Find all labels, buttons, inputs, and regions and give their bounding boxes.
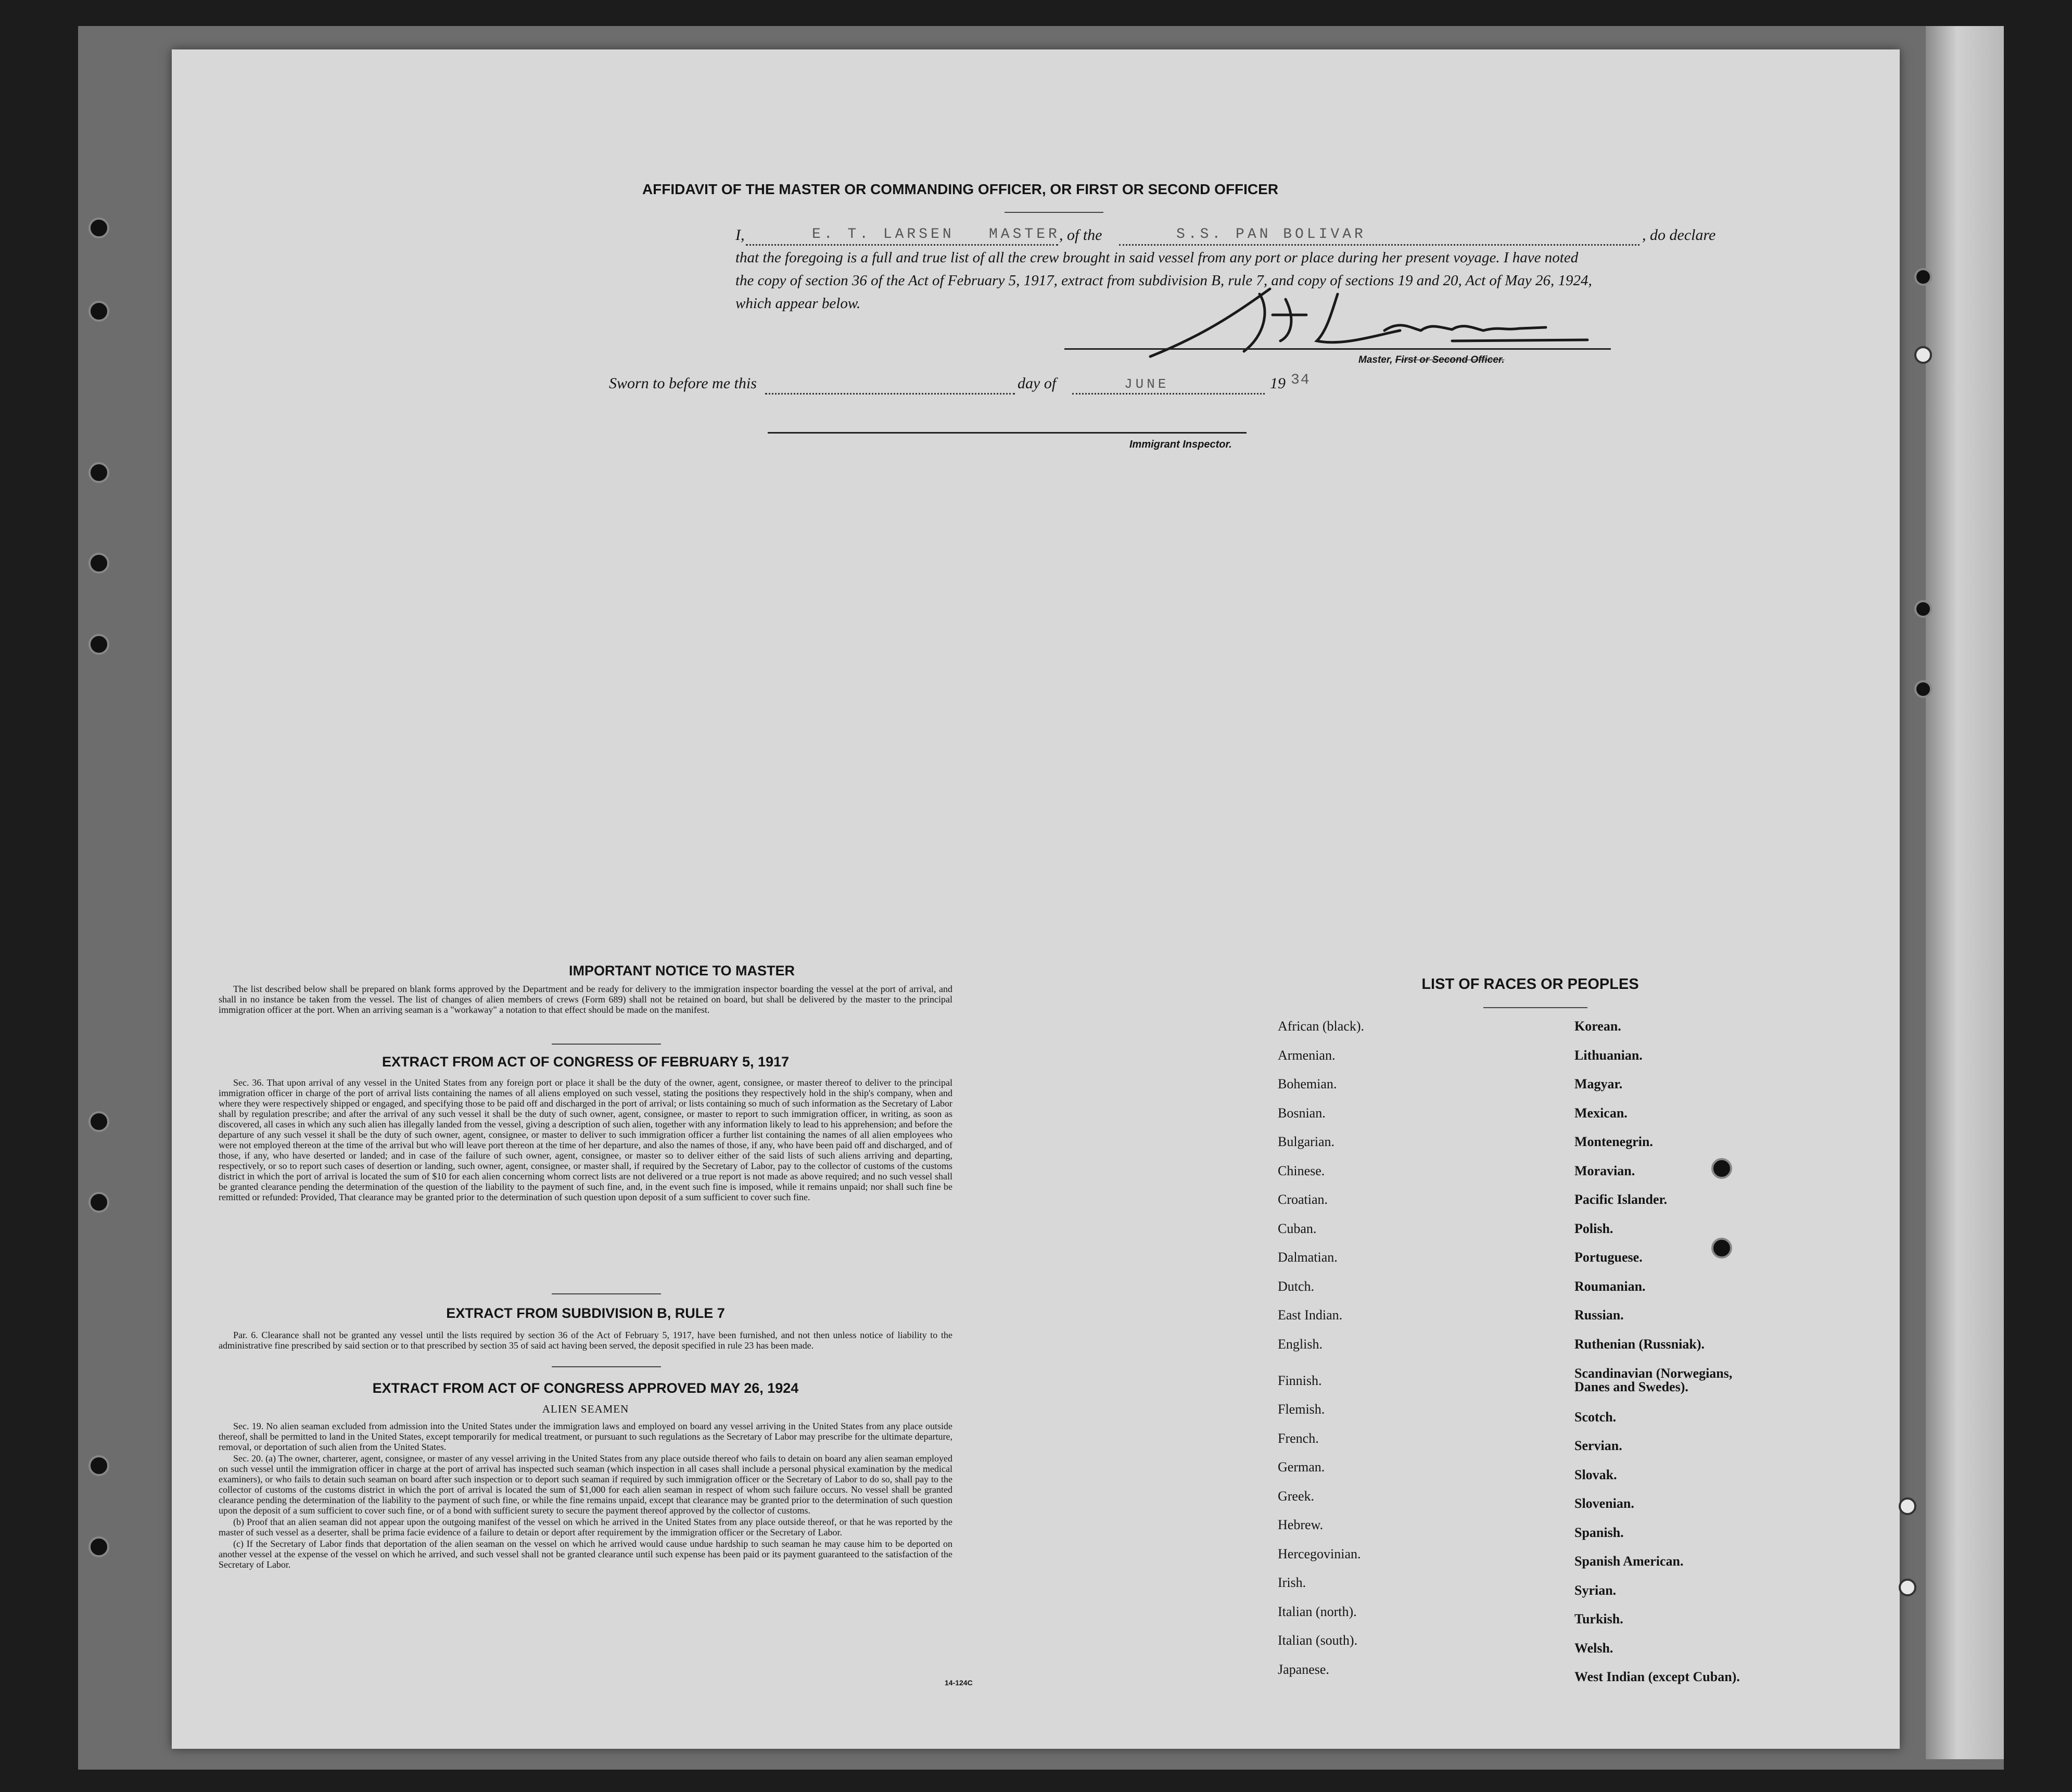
extract-1924-title: EXTRACT FROM ACT OF CONGRESS APPROVED MAY 26, 1924 <box>372 1380 799 1396</box>
binder-hole <box>88 634 109 655</box>
sec-36-text: That upon arrival of any vessel in the United States from any foreign port or place it shall be the duty of the owner, agent, consignee, or master thereof to deliver to the principal immigration officer in charge of the port of arrival lists containing the names of all aliens employed on such vessel, stating the positions they respectively hold in the ship's company, when and where they were respectively shipped or engaged, and specifying those to be paid off and discharged in the port of arrival; or lists containing so much of such information as the Secretary of Labor shall by regulation prescribe; and after the arrival of any such vessel it shall be the duty of such owner, agent, consignee, or master to report to such immigration officer, in writing, as soon as discovered, all cases in which any such alien has illegally landed from the vessel, giving a description of such alien, together with any information likely to lead to his apprehension; and before the departure of any such vessel it shall be the duty of such owner, agent, consignee, or master to deliver to such immigration officer a further list containing the names of all alien employees who were not employed thereon at the time of the arrival but who will leave port thereon at the time of her departure, and also the names of those, if any, who have been paid off and discharged, and of those, if any, who have deserted or landed; and in case of the failure of such owner, agent, consignee, or master so to deliver either of the said lists of such aliens arriving and departing, respectively, or so to report such cases of desertion or landing, such owner, agent, consignee, or master shall, if required by the Secretary of Labor, pay to the collector of customs of the customs district in which the port of arrival is located the sum of $10 for each alien concerning whom correct lists are not delivered or a true report is not made as above required; and no such vessel shall be granted clearance pending the determination of the question of the liability to the payment of such fine, and, in the event such fine is imposed, while it remains unpaid; nor shall such fine be remitted or refunded: Provided, That clearance may be granted prior to the determination of such question upon deposit of a sum sufficient to cover such fine. <box>219 1077 952 1202</box>
extract-1924-body <box>219 1421 952 1571</box>
race-item: Montenegrin. <box>1574 1134 1653 1149</box>
affidavit-line-1 <box>735 226 745 244</box>
race-item: Finnish. <box>1278 1372 1322 1388</box>
race-item: Japanese. <box>1278 1661 1329 1677</box>
race-item: Bulgarian. <box>1278 1134 1335 1149</box>
manifest-page <box>172 49 1900 1749</box>
race-item: German. <box>1278 1459 1325 1475</box>
race-item: African (black). <box>1278 1019 1365 1034</box>
race-item: Slovak. <box>1574 1467 1617 1482</box>
i-label: I, <box>735 226 745 244</box>
subdivision-title: EXTRACT FROM SUBDIVISION B, RULE 7 <box>446 1305 725 1321</box>
race-item: Polish. <box>1574 1221 1613 1236</box>
race-item: Portuguese. <box>1574 1250 1643 1265</box>
binder-edge <box>1926 26 2004 1759</box>
do-declare-label: , do declare <box>1642 226 1716 244</box>
of-the-label: , of the <box>1059 226 1102 244</box>
page-hole <box>1914 600 1932 618</box>
extract-1917-body <box>219 1077 952 1203</box>
page-hole <box>1899 1497 1916 1515</box>
race-item: Ruthenian (Russniak). <box>1574 1336 1705 1352</box>
race-item: Hebrew. <box>1278 1517 1324 1532</box>
race-item: Armenian. <box>1278 1047 1336 1063</box>
race-item: Syrian. <box>1574 1582 1617 1598</box>
page-hole <box>1914 680 1932 698</box>
sec-20a-text: Sec. 20. (a) The owner, charterer, agent, consignee, or master of any vessel arriving in the United States from any place outside thereof who fails to detain on board any alien seaman employed on such vessel until the immigration officer in charge at the port of arrival has inspected such seaman (which inspection in all cases shall include a personal physical examination by the medical examiners), or who fails to detain such seaman on board after such inspection or to deport such seaman if required by such immigration officer or the Secretary of Labor to do so, shall pay to the collector of customs of the customs district in which the port of arrival is located the sum of $1,000 for each alien seaman in respect of whom such failure occurs. No vessel shall be granted clearance pending the determination of the liability to the payment of such fine, or while the fine remains unpaid, except that clearance may be granted prior to the determination of such question upon the deposit of a sum sufficient to cover such fine, or of a bond with sufficient surety to secure the payment thereof approved by the collector of customs. <box>219 1453 952 1516</box>
master-name-field-line <box>746 244 1058 246</box>
notice-divider <box>552 1044 661 1045</box>
notice-body <box>219 984 952 1016</box>
races-title: LIST OF RACES OR PEOPLES <box>1421 976 1639 993</box>
sworn-month-field[interactable]: JUNE <box>1124 376 1170 392</box>
binder-hole <box>88 1111 109 1132</box>
subdivision-body <box>219 1330 952 1352</box>
form-number: 14-124C <box>945 1679 973 1687</box>
inspector-label: Immigrant Inspector. <box>1129 439 1232 450</box>
vessel-field-line <box>1119 244 1639 246</box>
page-hole <box>1899 1579 1916 1596</box>
sworn-day-line <box>765 393 1015 395</box>
binder-hole <box>88 1455 109 1476</box>
par-6-text: Clearance shall not be granted any vessel until the lists required by section 36 of the Act of February 5, 1917, have been furnished, and not then unless notice of liability to the administrative fine prescribed by said section or to that prescribed by section 35 of said act having been served, the deposit specified in rule 23 has been made. <box>219 1330 952 1351</box>
page-hole <box>1914 346 1932 364</box>
inspector-signature-line <box>768 432 1247 434</box>
race-item: Dutch. <box>1278 1278 1315 1294</box>
race-item: Greek. <box>1278 1488 1315 1504</box>
race-item: Dalmatian. <box>1278 1250 1338 1265</box>
day-of-label: day of <box>1018 375 1057 392</box>
race-item: Moravian. <box>1574 1163 1635 1178</box>
races-divider <box>1483 1007 1587 1008</box>
affidavit-line-4: which appear below. <box>735 295 861 312</box>
race-item: Pacific Islander. <box>1574 1192 1668 1207</box>
signature-line <box>1064 348 1611 350</box>
master-rank-field[interactable]: MASTER <box>989 226 1060 243</box>
race-item: Russian. <box>1574 1307 1624 1323</box>
race-item: Lithuanian. <box>1574 1047 1643 1063</box>
subdivision-divider <box>552 1366 661 1367</box>
race-item: Chinese. <box>1278 1163 1325 1178</box>
notice-title: IMPORTANT NOTICE TO MASTER <box>569 963 795 978</box>
signature-caption <box>1358 354 1505 366</box>
binder-hole <box>88 1192 109 1213</box>
race-item: Scotch. <box>1574 1409 1617 1425</box>
sec-36-paragraph <box>219 1077 952 1202</box>
race-item: Italian (north). <box>1278 1604 1357 1619</box>
par-6-label: Par. 6. <box>233 1330 258 1340</box>
race-item: English. <box>1278 1336 1323 1352</box>
race-item: Korean. <box>1574 1019 1621 1034</box>
title-divider <box>1005 212 1103 213</box>
race-item: Hercegovinian. <box>1278 1546 1361 1561</box>
affidavit-line-3: the copy of section 36 of the Act of February 5, 1917, extract from subdivision B, rule 7, and copy of sections 19 and 20, Act of May 26, 1924, <box>735 272 1592 289</box>
year-prefix: 19 <box>1270 375 1286 392</box>
race-item: Bohemian. <box>1278 1076 1337 1091</box>
sec-36-label: Sec. 36. <box>233 1077 264 1088</box>
extract-1917-divider <box>552 1293 661 1294</box>
struck-officer-label: First or Second Officer. <box>1395 354 1505 365</box>
year-suffix-field[interactable]: 34 <box>1291 372 1311 388</box>
race-item: East Indian. <box>1278 1307 1343 1323</box>
page-hole <box>1914 268 1932 286</box>
race-item: Italian (south). <box>1278 1633 1358 1648</box>
binder-hole <box>88 462 109 483</box>
binder-hole <box>88 553 109 574</box>
vessel-name-field[interactable]: S.S. PAN BOLIVAR <box>1176 226 1366 243</box>
race-item: West Indian (except Cuban). <box>1574 1669 1740 1684</box>
sworn-month-line <box>1072 393 1265 395</box>
binder-hole <box>88 1536 109 1557</box>
page-hole <box>1711 1238 1732 1259</box>
race-item: Cuban. <box>1278 1221 1317 1236</box>
master-label: Master, <box>1358 354 1393 365</box>
race-item: Welsh. <box>1574 1640 1613 1656</box>
race-item: Turkish. <box>1574 1611 1623 1626</box>
binder-hole <box>88 301 109 322</box>
race-item: Servian. <box>1574 1438 1622 1453</box>
par-6-paragraph <box>219 1330 952 1351</box>
race-item: Scandinavian (Norwegians, Danes and Swedes). <box>1574 1365 1733 1394</box>
sec-19-text: Sec. 19. No alien seaman excluded from admission into the United States under the immigration laws and employed on board any vessel arriving in the United States from any place outside thereof, shall be permitted to land in the United States, except temporarily for medical treatment, or pursuant to such regulations as the Secretary of Labor may prescribe for the ultimate departure, removal, or deportation of such alien from the United States. <box>219 1421 952 1452</box>
binder-hole <box>88 218 109 238</box>
notice-text: The list described below shall be prepared on blank forms approved by the Department and be ready for delivery to the immigration inspector boarding the vessel at the port of arrival, and shall in no instance be taken from the vessel. The list of changes of alien members of crews (Form 689) shall not be retained on board, but shall be delivered by the master to the principal immigration officer at the port. When an arriving seaman is a "workaway" a notation to that effect should be made on the manifest. <box>219 984 952 1015</box>
page-hole <box>1711 1158 1732 1179</box>
race-item: Irish. <box>1278 1575 1306 1590</box>
race-item: Spanish. <box>1574 1524 1624 1540</box>
sec-20c-text: (c) If the Secretary of Labor finds that deportation of the alien seaman on the vessel on which he arrived would cause undue hardship to such seaman he may cause him to be deported on another vessel at the expense of the vessel on which he arrived, and such vessel shall not be granted clearance until such expense has been paid or its payment guaranteed to the satisfaction of the Secretary of Labor. <box>219 1539 952 1570</box>
race-item: French. <box>1278 1430 1319 1446</box>
affidavit-line-2: that the foregoing is a full and true list of all the crew brought in said vessel from any port or place during her present voyage. I have noted <box>735 249 1579 266</box>
affidavit-title: AFFIDAVIT OF THE MASTER OR COMMANDING OFFICER, OR FIRST OR SECOND OFFICER <box>642 181 1279 197</box>
sec-20b-text: (b) Proof that an alien seaman did not appear upon the outgoing manifest of the vessel on which he arrived in the United States from any place outside thereof, or that he was reported by the master of such vessel as a deserter, shall be prima facie evidence of a failure to detain or deport after requirement by the immigration officer or the Secretary of Labor. <box>219 1517 952 1537</box>
race-item: Bosnian. <box>1278 1105 1326 1121</box>
alien-seamen-subtitle: ALIEN SEAMEN <box>542 1403 629 1415</box>
extract-1917-title: EXTRACT FROM ACT OF CONGRESS OF FEBRUARY 5, 1917 <box>382 1054 790 1070</box>
race-item: Spanish American. <box>1574 1554 1684 1569</box>
race-item: Slovenian. <box>1574 1496 1634 1511</box>
race-item: Croatian. <box>1278 1192 1328 1207</box>
race-item: Roumanian. <box>1574 1278 1646 1294</box>
race-item: Magyar. <box>1574 1076 1623 1091</box>
master-name-field[interactable]: E. T. LARSEN <box>812 226 955 243</box>
race-item: Mexican. <box>1574 1105 1628 1121</box>
race-item: Flemish. <box>1278 1402 1325 1417</box>
sworn-label: Sworn to before me this <box>609 375 757 392</box>
